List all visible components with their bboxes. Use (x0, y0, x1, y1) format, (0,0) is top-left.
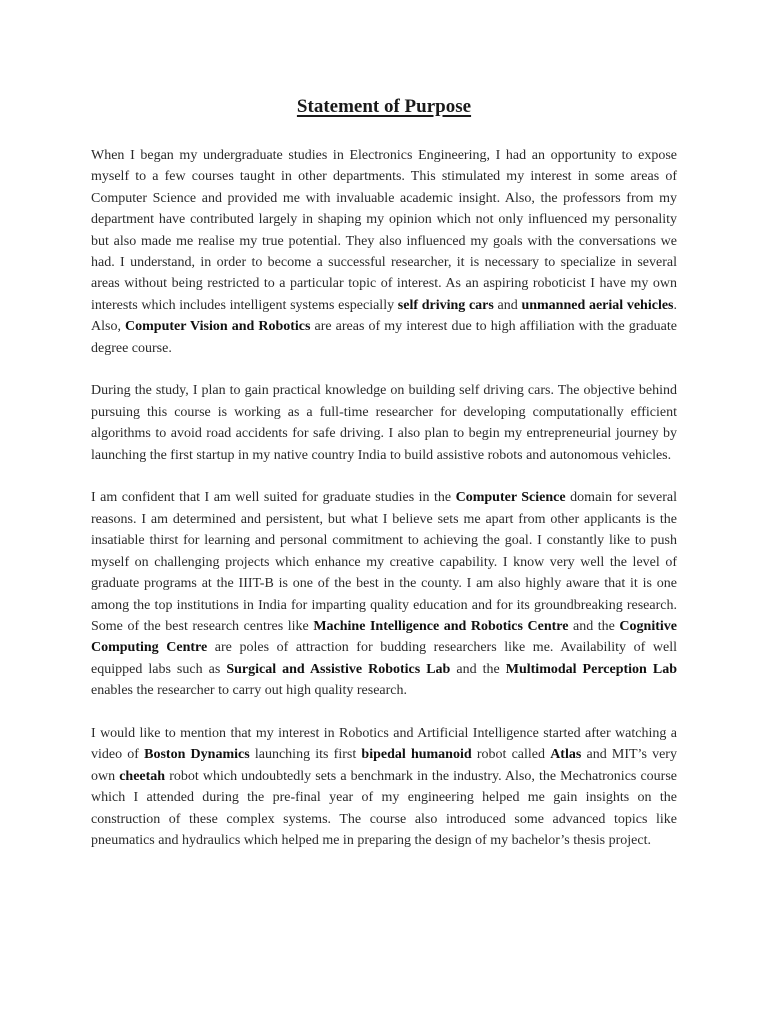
text-run: are poles of attraction for budding researchers like me. Availability of well equipped labs such as (91, 640, 677, 677)
bold-phrase: Boston Dynamics (144, 747, 250, 763)
bold-phrase: Cognitive Computing Centre (91, 618, 677, 656)
bold-phrase: Computer Science (455, 490, 566, 506)
paragraph-2 (91, 380, 677, 466)
bold-phrase: bipedal humanoid (361, 747, 472, 763)
text-run: I am confident that I am well suited for graduate studies in the (91, 490, 456, 506)
bold-phrase: Machine Intelligence and Robotics Centre (313, 618, 569, 634)
text-run: enables the researcher to carry out high quality research. (91, 683, 408, 699)
document-title-text: Statement of Purpose (296, 96, 472, 117)
text-run: During the study, I plan to gain practical knowledge on building self driving cars. The objective behind pursuing this course is working as a full-time researcher for developing computationally efficient algorithms to avoid road accidents for safe driving. I also plan to begin my entrepreneurial journey by launching the first startup in my native country India to build assistive robots and autonomous vehicles. (91, 383, 677, 463)
paragraph-3 (91, 487, 677, 701)
text-run: launching its first (249, 747, 362, 763)
text-run: . Also, (91, 297, 677, 335)
bold-phrase: Multimodal Perception Lab (505, 661, 677, 677)
bold-phrase: cheetah (119, 768, 166, 784)
paragraph-1 (91, 145, 677, 359)
bold-phrase: unmanned aerial vehicles (521, 297, 674, 313)
text-run: and the (450, 661, 506, 677)
text-run: and MIT’s very own (91, 747, 677, 784)
text-run: domain for several reasons. I am determined and persistent, but what I believe sets me apart from other applicants is the insatiable thirst for learning and personal commitment to achieving the goal. I constantly like to push myself on challenging projects which enhance my creative capability. I know very well the level of graduate programs at the IIIT-B is one of the best in the county. I am also highly aware that it is one among the top institutions in India for imparting quality education and for its groundbreaking research. Some of the best research centres like (91, 490, 677, 634)
text-run: robot called (471, 747, 551, 763)
document-title (0, 94, 768, 120)
bold-phrase: self driving cars (397, 297, 494, 313)
paragraph-4 (91, 723, 677, 851)
text-run: When I began my undergraduate studies in Electronics Engineering, I had an opportunity to expose myself to a few courses taught in other departments. This stimulated my interest in some areas of Computer Science and provided me with invaluable academic insight. Also, the professors from my department have contributed largely in shaping my opinion which not only influenced my personality but also made me realise my true potential. They also influenced my goals with the conversations we had. I understand, in order to become a successful researcher, it is necessary to specialize in several areas without being restricted to a particular topic of interest. As an aspiring roboticist I have my own interests which includes intelligent systems especially (91, 148, 677, 313)
bold-phrase: Computer Vision and Robotics (125, 319, 311, 335)
text-run: robot which undoubtedly sets a benchmark in the industry. Also, the Mechatronics course which I attended during the pre-final year of my engineering helped me gain insights on the construction of these complex systems. The course also introduced some advanced topics like pneumatics and hydraulics which helped me in preparing the design of my bachelor’s thesis project. (91, 768, 677, 848)
text-run: I would like to mention that my interest in Robotics and Artificial Intelligence started after watching a video of (91, 725, 677, 763)
text-run: and the (568, 618, 620, 634)
document-body (91, 145, 677, 873)
text-run: are areas of my interest due to high affiliation with the graduate degree course. (91, 319, 678, 356)
bold-phrase: Surgical and Assistive Robotics Lab (226, 661, 451, 677)
text-run: and (493, 297, 522, 313)
bold-phrase: Atlas (550, 747, 582, 763)
